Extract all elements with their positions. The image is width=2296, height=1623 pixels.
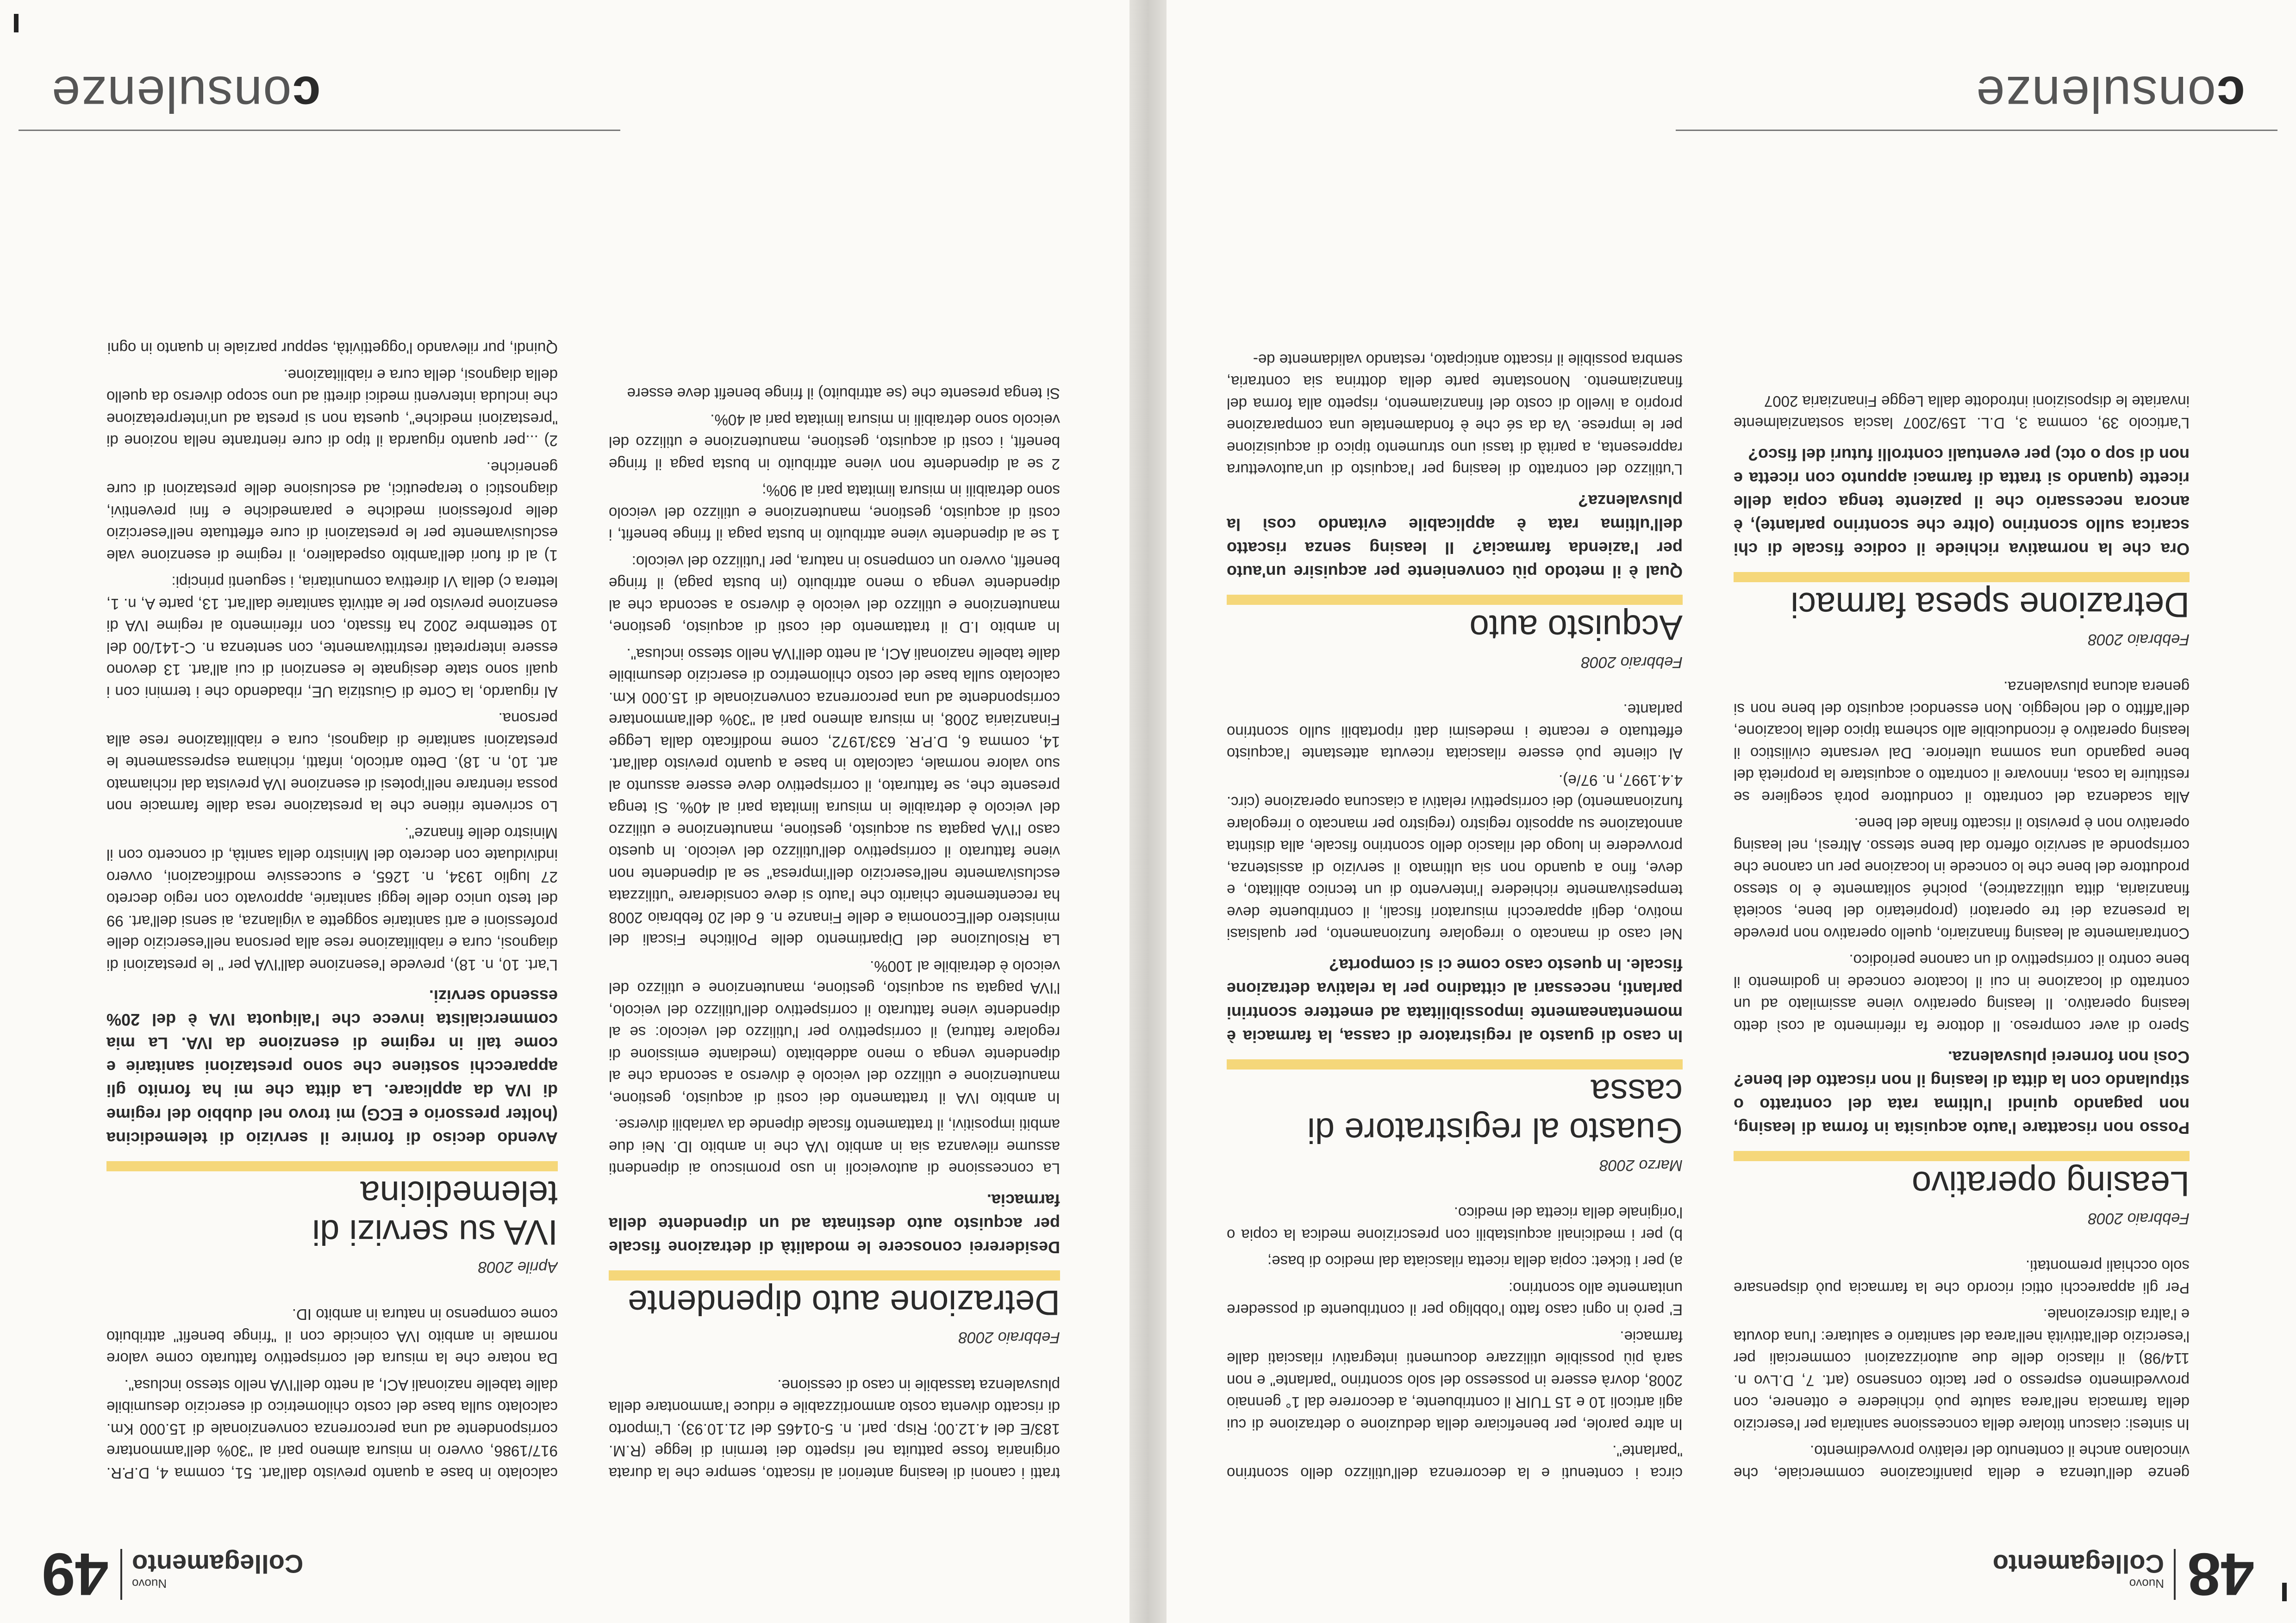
body-paragraph: Contrariamente al leasing finanziario, quello operativo non prevede la presenza dei tre operatori (proprietario del bene, società finanziaria, ditta utilizzatrice), poiché solitamente è lo stesso produttore del bene che lo concede in locazione per un canone che corrisponde al servizio offerto dal bene stesso. Altresì, nel leasing operativo non è previsto il riscatto finale del bene. [1734, 815, 2190, 942]
body-paragraph: Si tenga presente che (se attribuito) il fringe benefit deve essere [627, 385, 1060, 402]
footer-divider [1676, 130, 2277, 131]
column-1 [609, 194, 1060, 1484]
page-gutter [1129, 0, 1167, 1623]
article-date: Febbraio 2008 [958, 1329, 1060, 1347]
columns [106, 194, 1060, 1484]
magazine-title-main: Collegamento [1992, 1549, 2164, 1579]
page-48 [1167, 0, 2296, 1623]
article-body [1734, 676, 2190, 1037]
body-paragraph: 2) ...per quanto riguarda il tipo di cure rientrante nella nozione di "prestazioni mediche", questa non si presta ad un'interpretazione che includa interventi medici diretti ad uno scopo diverso da quello della diagnosi, della cura e riabilitazione. [106, 366, 558, 450]
body-paragraph: Da notare che la misura del corrispettivo fatturato come valore normale in ambito IVA coincide con il "fringe benefit" attribuito come compenso in natura in ambito ID. [106, 1306, 558, 1368]
article-body [1227, 699, 1683, 945]
body-paragraph: La Risoluzione del Dipartimento delle Politiche Fiscali del ministero dell'Economia e delle Finanze n. 6 del 20 febbraio 2008 ha recentemente chiarito che l'auto si deve considerare "utilizzata esclusivamente nell'esercizio dell'impresa" se al dipendente non viene fatturato il corrispettivo dell'utilizzo del veicolo. In questo caso l'IVA pagata su acquisto, gestione, manutenzione e utilizzo del veicolo è detraibile in misura limitata pari al 40%. Si tenga presente che, se fatturato, il corrispettivo deve essere assunto al suo valore normale, calcolato in base a quanto previsto dall'art. 14, comma 6, D.P.R. 633/1972, come modificato dalla Legge Finanziaria 2008, in misura almeno pari al "30% dell'ammontare corrispondente ad una percorrenza convenzionale di 15.000 Km. calcolato sulla base del costo chilometrico di esercizio desumibile dalle tabelle nazionali ACI, al netto dell'IVA nello stesso inclusa". [609, 645, 1060, 949]
article-headline: Acquisto auto [1227, 595, 1683, 647]
article [1227, 699, 1683, 1174]
body-paragraph: tratti i canoni di leasing anteriori al riscatto, sempre che la durata originaria fosse pattuita nel rispetto dei termini di legge (R.M. 183/E del 4.12.00; Risp. parl. n. 5-01465 del 21.10.93). L'importo di riscatto diventa costo ammortizzabile e riduce l'ammontare della plusvalenza tassabile in caso di cessione. [609, 1376, 1060, 1482]
column-1 [1734, 194, 2190, 1484]
article-date: Febbraio 2008 [1581, 653, 1683, 671]
article-body [1227, 1202, 1683, 1484]
page-number: 48 [2187, 1541, 2254, 1608]
body-paragraph: calcolato in base a quanto previsto dall'art. 51, comma 4, D.P.R. 917/1986, ovvero in misura almeno pari al "30% dell'ammontare corrispondente ad una percorrenza convenzionale di 15.000 Km. calcolato sulla base del costo chilometrico di esercizio desumibile dalle tabelle nazionali ACI, al netto dell'IVA nello stesso inclusa". [106, 1376, 558, 1482]
body-paragraph: 2 se al dipendente non viene attribuito in busta paga il fringe benefit, i costi di acquisto, gestione, manutenzione e utilizzo del veicolo sono detraibili in misura limitata pari al 40%. [609, 411, 1060, 473]
body-paragraph: L'articolo 39, comma 3, D.L. 159/2007 lascia sostanzialmente invariate le disposizioni introdotte dalla Legge Finanziaria 2007 [1734, 392, 2190, 432]
article [106, 337, 558, 1275]
body-paragraph: 1 se al dipendente viene attribuito in busta paga il fringe benefit, i costi di acquisto, gestione, manutenzione e utilizzo del veicolo sono detraibili in misura limitata pari al 90%; [609, 482, 1060, 544]
body-paragraph: Spero di aver compreso. Il dottore fa riferimento al così detto leasing operativo. Il leasing operativo viene assimilato ad un contratto di locazione in cui il locatore concede in godimento il bene contro il corrispettivo di un canone periodico. [1734, 951, 2190, 1035]
article [609, 382, 1060, 1346]
section-footer-initial: c [291, 66, 321, 123]
article-headline: IVA su servizi di telemedicina [106, 1161, 558, 1251]
body-paragraph: genze dell'utenza e della pianificazione commerciale, che vincolano anche il contenuto del relativo provvedimento. [1734, 1443, 2190, 1482]
page-49 [0, 0, 1129, 1623]
article-body [1734, 390, 2190, 434]
section-footer-rest: onsulenze [1975, 66, 2216, 123]
article-date: Aprile 2008 [478, 1258, 558, 1276]
columns [1227, 194, 2190, 1484]
page-number: 49 [42, 1541, 109, 1608]
article-headline: Detrazione auto dipendente [609, 1270, 1060, 1322]
article [1227, 1202, 1683, 1484]
body-paragraph: In ambito IVA il trattamento dei costi di acquisto, gestione, manutenzione e utilizzo del veicolo è diverso a seconda che al dipendente venga o meno addebitato (mediante emissione di regolare fattura) il corrispettivo per l'utilizzo del veicolo: se al dipendente viene fatturato il corrispettivo dell'utilizzo del veicolo, l'IVA pagata su acquisto, gestione, manutenzione e utilizzo del veicolo è detraibile al 100%. [609, 958, 1060, 1107]
column-2 [106, 194, 558, 1484]
scan-edge-mark [2282, 1583, 2287, 1601]
section-footer-rest: onsulenze [51, 66, 292, 123]
body-paragraph: In ambito I.D il trattamento dei costi di acquisto, gestione, manutenzione e utilizzo del veicolo è diverso a seconda che al dipendente venga o meno attribuito (in busta paga) il fringe benefit, ovvero un compenso in natura, per l'utilizzo del veicolo: [609, 553, 1060, 636]
body-paragraph: Al riguardo, la Corte di Giustizia UE, ribadendo che i termini con i quali sono state designate le esenzioni di cui all'art. 13 devono essere interpretati restrittivamente, con sentenza n. C-141/00 del 10 settembre 2002 ha fissato, con riferimento al regime IVA di esenzione previsto per le attività sanitarie dall'art. 13, parte A, n. 1, lettera c) della VI direttiva comunitaria, i seguenti principi: [106, 573, 558, 701]
article-date: Febbraio 2008 [2088, 630, 2190, 648]
body-paragraph: L'utilizzo del contratto di leasing per l'acquisto di un'autovettura rappresenta, a parità di tassi uno strumento tipico di acquisizione per le imprese. Va da sé che è fondamentale una comparazione proprio a livello di costo del finanziamento, rispetto alla forma del finanziamento. Nonostante parte della dottrina sia contraria, sembra possibile il riscatto anticipato, restando validamente de- [1227, 351, 1683, 479]
column-2 [1227, 194, 1683, 1484]
article-headline: Leasing operativo [1734, 1151, 2190, 1203]
reader-question: Desidererei conoscere le modalità di detrazione fiscale per acquisto auto destinata ad un dipendente della farmacia. [609, 1190, 1060, 1257]
article-body [609, 1374, 1060, 1484]
article-date: Marzo 2008 [1599, 1156, 1683, 1174]
article [1734, 390, 2190, 648]
reader-question: In caso di guasto al registratore di cassa, la farmacia è momentaneamente impossibilitata ad emettere scontrini parlanti, necessari al cittadino per la relativa detrazione fiscale. In questo caso come ci si comporta? [1227, 956, 1683, 1046]
article-body [106, 1304, 558, 1484]
body-paragraph: L'art. 10, n. 18), prevede l'esenzione dall'IVA per " le prestazioni di diagnosi, cura e riabilitazione rese alla persona nell'esercizio delle professioni e arti sanitarie soggette a vigilanza, ai sensi dell'art. 99 del testo unico delle leggi sanitarie, approvato con regio decreto 27 luglio 1934, n. 1265, e successive modificazioni, ovvero individuate con decreto del Ministro della sanità, di concerto con il Ministro delle finanze". [106, 824, 558, 974]
magazine-title [1993, 1549, 2164, 1591]
reader-question: Avendo deciso di fornire il servizio di telemedicina (holter pressorio e ECG) mi trovo nel dubbio del regime di IVA da applicare. La ditta che mi ha fornito gli apparecchi sostiene che sono prestazioni sanitarie e come tali in regime di esenzione da IVA. La mia commercialista invece che l'aliquota IVA è del 20% essendo servizi. [106, 987, 558, 1148]
body-paragraph: Quindi, pur rilevando l'oggettività, seppur parziale in quanto in ogni [107, 340, 558, 357]
article [609, 1374, 1060, 1484]
article-body [106, 337, 558, 976]
article [1227, 348, 1683, 671]
footer-divider [19, 130, 620, 131]
article [106, 1304, 558, 1484]
header-divider [2174, 1549, 2176, 1600]
body-paragraph: La concessione di autoveicoli in uso promiscuo ai dipendenti assume rilevanza sia in ambito IVA che in ambito ID. Nei due ambiti impositivi, il trattamento fiscale dipende da variabili diverse. [609, 1116, 1060, 1178]
section-footer-initial: c [2215, 66, 2245, 123]
body-paragraph: Al cliente può essere rilasciata ricevuta attestante l'acquisto effettuato e recante i medesimi dati riportabili sullo scontrino parlante. [1227, 701, 1683, 763]
magazine-title [132, 1549, 303, 1591]
body-paragraph: E' però in ogni caso fatto l'obbligo per il contribuente di possedere unitamente allo scontrino: [1227, 1279, 1683, 1319]
body-paragraph: In altre parole, per beneficiare della deduzione o detrazione di cui agli articoli 10 e 15 TUIR il contribuente, a decorrere dal 1° gennaio 2008, dovrà essere in possesso del solo scontrino "parlante" e non sarà più possibile utilizzare documenti integrativi rilasciati dalle farmacie. [1227, 1328, 1683, 1433]
section-footer [51, 65, 321, 124]
header-divider [120, 1549, 122, 1600]
body-paragraph: circa i contenuti e la decorrenza dell'utilizzo dello scontrino "parlante". [1227, 1443, 1683, 1482]
body-paragraph: b) per i medicinali acquistabili con prescrizione medica la copia o l'originale della ricetta del medico. [1227, 1204, 1683, 1244]
section-footer [1975, 65, 2245, 124]
body-paragraph: Nel caso di mancato o irregolare funzionamento, per qualsiasi motivo, degli apparecchi misuratori fiscali, il contribuente deve tempestivamente richiedere l'intervento di un tecnico abilitato, e deve, fino a quando non sia ultimato il servizio di assistenza, provvedere in luogo del rilascio dello scontrino fiscale, alla distinta annotazione su apposito registro (registro per mancato o irregolare funzionamento) dei corrispettivi relativi a ciascuna operazione (circ. 4.4.1997, n. 97/e). [1227, 771, 1683, 943]
reader-question: Posso non riscattare l'auto acquisita in forma di leasing, non pagando quindi l'ultima rata del contratto o stipulando con la ditta di leasing il non riscatto del bene? Così non fornerei plusvalenza. [1734, 1047, 2190, 1138]
article-headline: Guasto al registratore di cassa [1227, 1059, 1683, 1150]
body-paragraph: a) per i ticket: copia della ricetta rilasciata dal medico di base; [1267, 1253, 1683, 1270]
body-paragraph: Alla scadenza del contratto il conduttore potrà scegliere se restituire la cosa, rinnovare il contratto o acquistare la proprietà del bene pagando una somma ulteriore. Dal versante civilistico il leasing operativo è riconducibile allo schema tipico della locazione, dell'affitto o del noleggio. Non essendoci acquisto del bene non si genera alcuna plusvalenza. [1734, 678, 2190, 806]
body-paragraph: 1) al di fuori dell'ambito ospedaliero, il regime di esenzione vale esclusivamente per le prestazioni di cure effettuate nell'esercizio delle professioni mediche e paramediche e fini preventivi, diagnostici o terapeutici, ad esclusione delle prestazioni di cure generiche. [106, 459, 558, 564]
article [1734, 676, 2190, 1227]
body-paragraph: Lo scrivente ritiene che la prestazione resa dalle farmacie non possa rientrare nell'ipotesi di esenzione IVA prevista dal richiamato art. 10, n. 18). Detto articolo, infatti, richiama espressamente le prestazioni sanitarie di diagnosi, cura e riabilitazione rese alla persona. [106, 710, 558, 815]
article-headline: Detrazione spesa farmaci [1734, 572, 2190, 624]
article-body [1734, 1255, 2190, 1484]
magazine-title-main: Collegamento [132, 1549, 304, 1579]
article [1734, 1255, 2190, 1484]
article-date: Febbraio 2008 [2088, 1209, 2190, 1227]
body-paragraph: Per gli apparecchi ottici ricordo che la farmacia può dispensare solo occhiali premontati. [1734, 1257, 2190, 1297]
scan-edge-mark [14, 14, 19, 32]
article-body [1227, 348, 1683, 480]
article-body [609, 382, 1060, 1180]
magazine-title-sup: Nuovo [2129, 1577, 2164, 1591]
body-paragraph: In sintesi: ciascun titolare della concessione sanitaria per l'esercizio della farmacia nell'area salute può richiedere e ottenere, con provvedimento espresso o per tacito consenso (art. 7, D.Lvo n. 114/98) il rilascio delle due autorizzazioni commerciali per l'esercizio dell'attività nell'area del sanitario e salutare: l'una dovuta e l'altra discrezionale. [1734, 1306, 2190, 1433]
magazine-title-sup: Nuovo [132, 1577, 167, 1591]
reader-question: Ora che la normativa richiede il codice fiscale di chi scarica sullo scontrino (oltre che scontrino parlante), è ancora necessario che il paziente tenga copia delle ricette (quando si tratta di farmaci appunto con ricetta e non di sop o otc) per eventuali controlli futuri del fisco? [1734, 445, 2190, 559]
reader-question: Qual è il metodo più conveniente per acquisire un'auto per l'azienda farmacia? Il leasing senza riscatto dell'ultima rata è applicabile evitando così la plusvalenza? [1227, 491, 1683, 581]
